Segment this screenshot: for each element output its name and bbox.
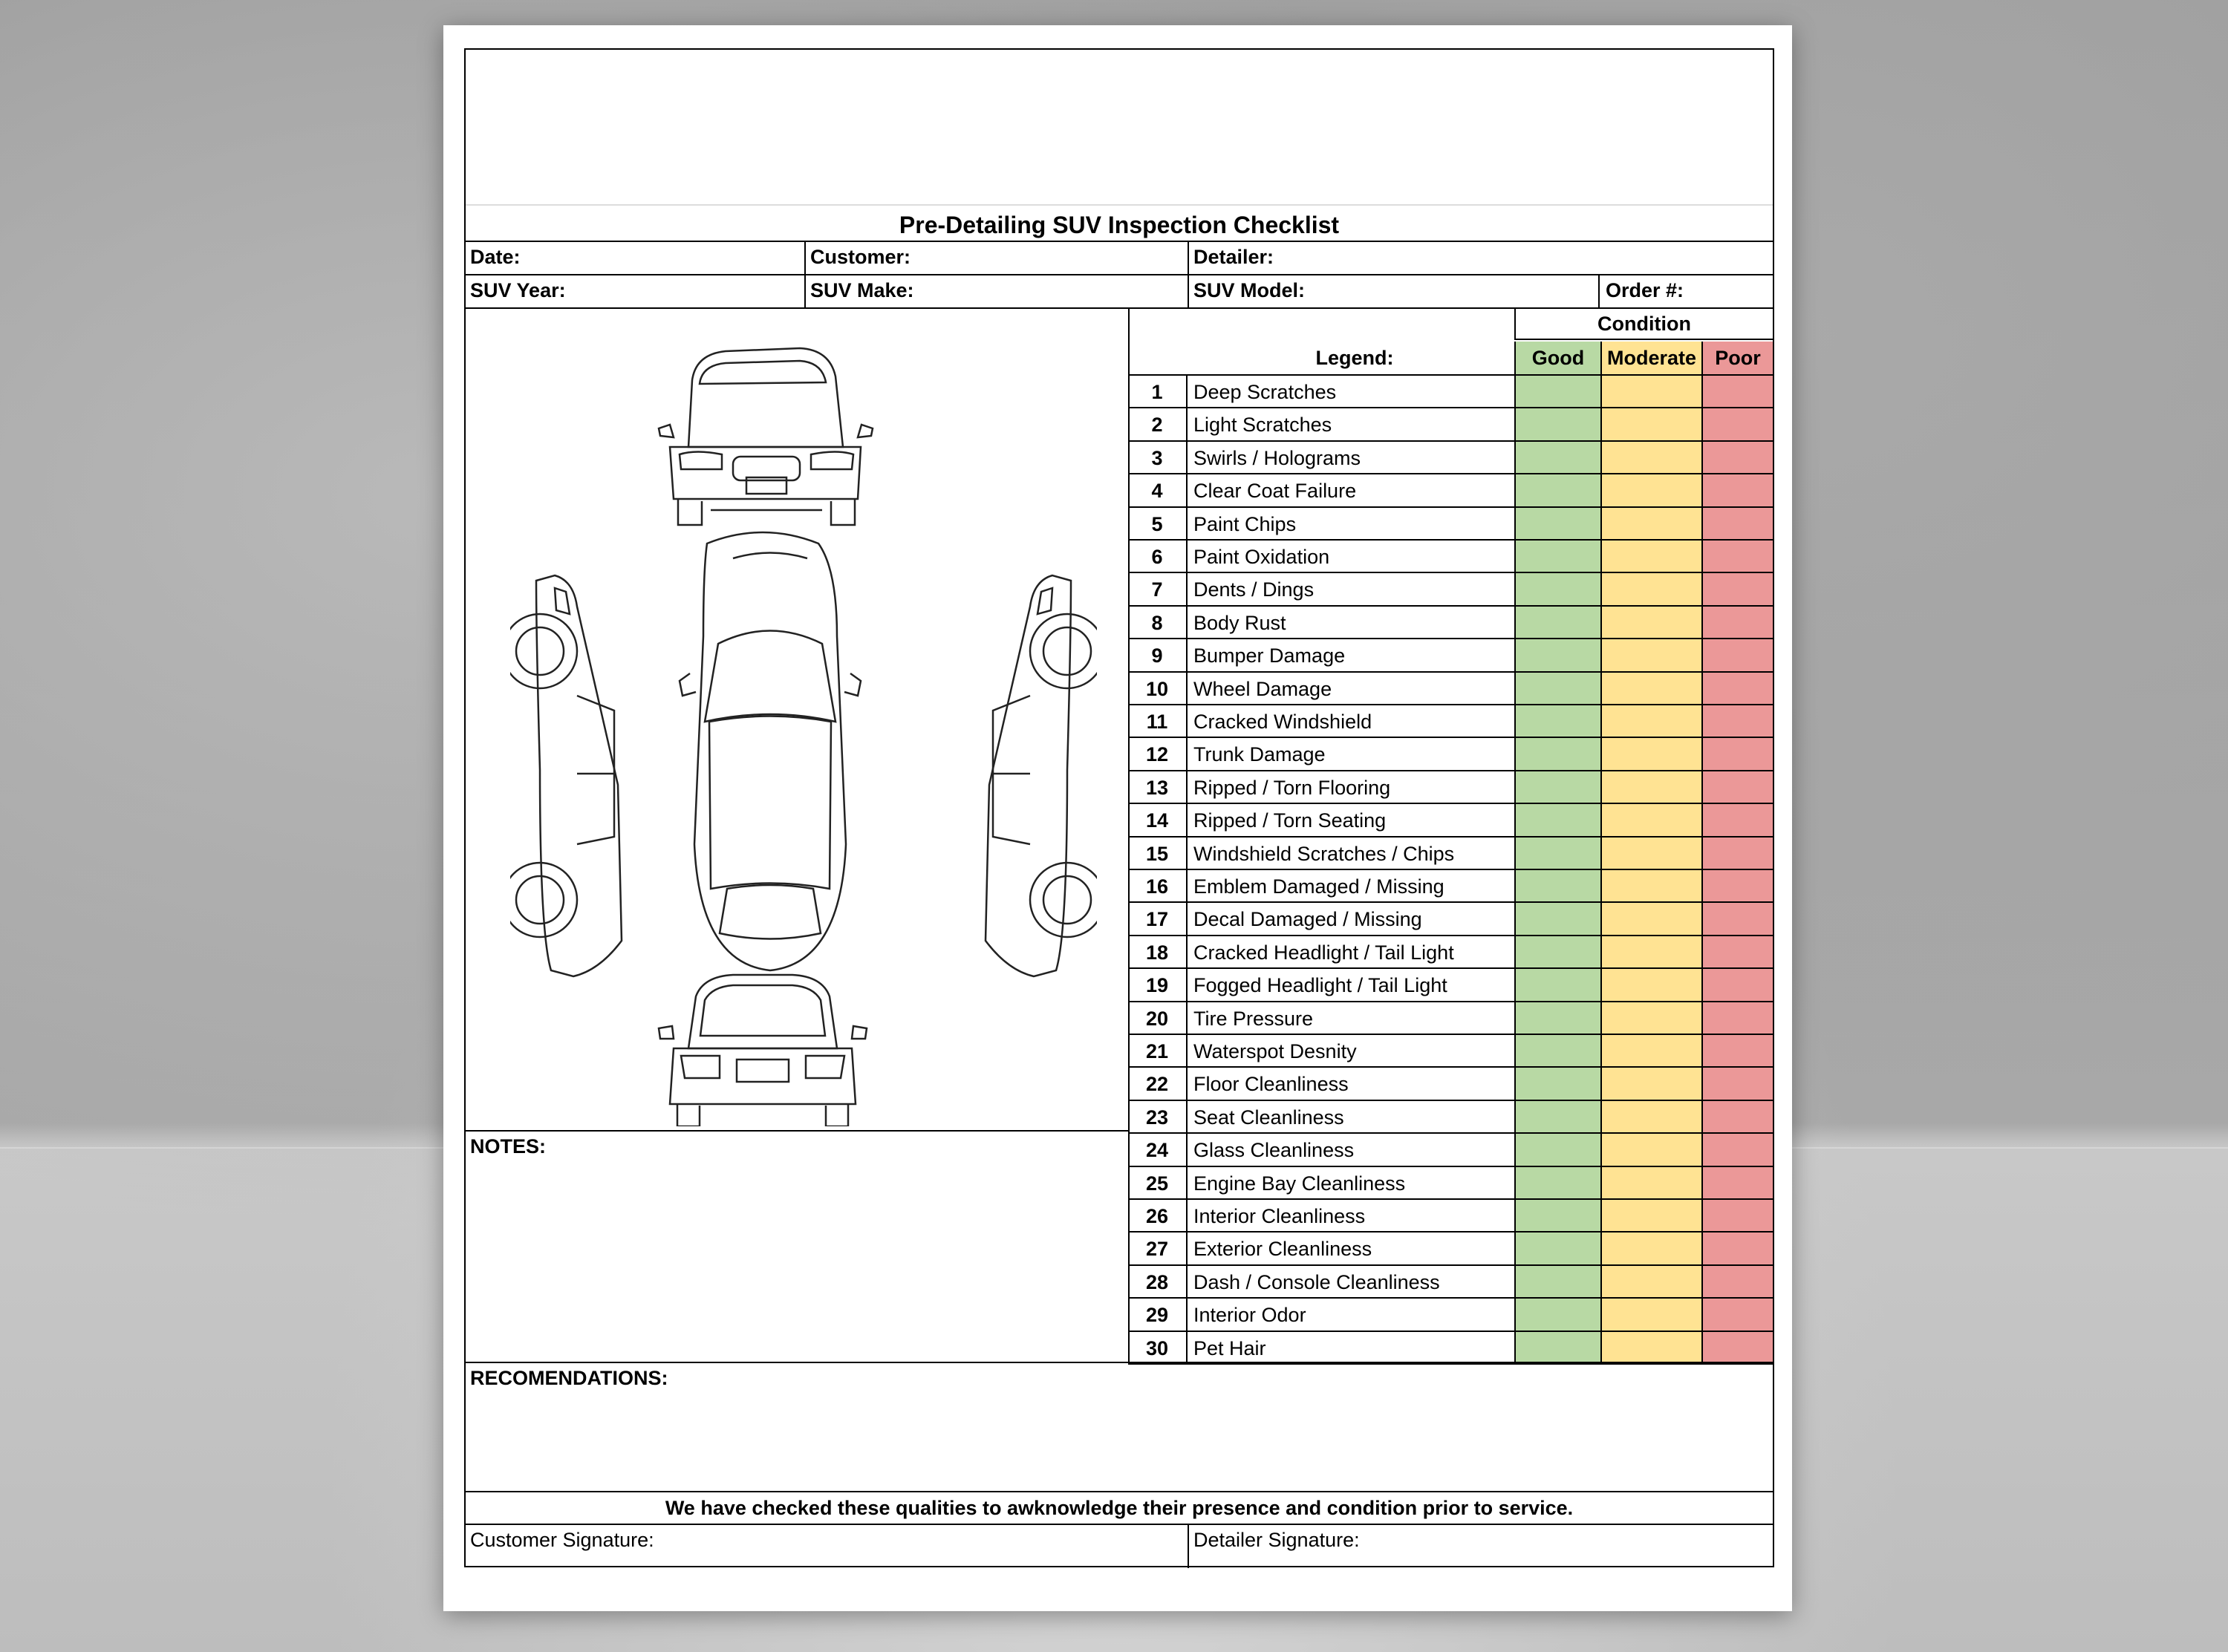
table-row (1128, 639, 1773, 672)
table-row (1128, 936, 1773, 969)
poor-checkbox[interactable] (1701, 474, 1773, 507)
good-checkbox[interactable] (1514, 738, 1600, 771)
good-checkbox[interactable] (1514, 474, 1600, 507)
poor-checkbox[interactable] (1701, 376, 1773, 408)
moderate-checkbox[interactable] (1600, 673, 1701, 705)
moderate-checkbox[interactable] (1600, 1299, 1701, 1331)
condition-header: Condition (1514, 307, 1773, 340)
item-number: 27 (1128, 1233, 1188, 1265)
poor-checkbox[interactable] (1701, 1035, 1773, 1068)
poor-checkbox[interactable] (1701, 903, 1773, 936)
item-number: 26 (1128, 1200, 1188, 1233)
poor-checkbox[interactable] (1701, 442, 1773, 474)
suv-make-field[interactable] (941, 275, 1186, 305)
table-row (1128, 474, 1773, 507)
checklist-paper (443, 25, 1792, 1611)
poor-checkbox[interactable] (1701, 1002, 1773, 1035)
moderate-checkbox[interactable] (1600, 771, 1701, 804)
item-label: Swirls / Holograms (1193, 446, 1361, 469)
car-top-view (680, 532, 861, 970)
moderate-checkbox[interactable] (1600, 408, 1701, 441)
table-row (1128, 673, 1773, 705)
poor-checkbox[interactable] (1701, 1200, 1773, 1233)
checklist-form (464, 48, 1774, 1567)
moderate-checkbox[interactable] (1600, 607, 1701, 639)
poor-checkbox[interactable] (1701, 969, 1773, 1002)
table-row (1128, 508, 1773, 541)
item-label: Clear Coat Failure (1193, 480, 1357, 503)
moderate-checkbox[interactable] (1600, 1068, 1701, 1100)
poor-checkbox[interactable] (1701, 573, 1773, 606)
item-number: 16 (1128, 870, 1188, 903)
detailer-label: Detailer: (1193, 246, 1274, 268)
suv-model-field[interactable] (1305, 275, 1595, 305)
good-checkbox[interactable] (1514, 1233, 1600, 1265)
table-row (1128, 738, 1773, 771)
moderate-checkbox[interactable] (1600, 870, 1701, 903)
poor-checkbox[interactable] (1701, 1167, 1773, 1200)
table-row (1128, 1233, 1773, 1265)
good-checkbox[interactable] (1514, 442, 1600, 474)
detailer-signature-field[interactable] (1383, 1526, 1769, 1566)
customer-signature-label: Customer Signature: (470, 1529, 654, 1551)
car-left-side-view (510, 575, 622, 976)
moderate-checkbox[interactable] (1600, 1332, 1701, 1365)
poor-checkbox[interactable] (1701, 1299, 1773, 1331)
divider (466, 1362, 1773, 1363)
item-number: 5 (1128, 508, 1188, 541)
moderate-checkbox[interactable] (1600, 639, 1701, 672)
table-row (1128, 771, 1773, 804)
item-label: Dents / Dings (1193, 578, 1315, 601)
suv-year-label: SUV Year: (470, 279, 566, 301)
good-checkbox[interactable] (1514, 1332, 1600, 1365)
recommendations-field[interactable] (470, 1394, 1768, 1486)
item-number: 29 (1128, 1299, 1188, 1331)
item-label: Paint Chips (1193, 512, 1297, 535)
good-checkbox[interactable] (1514, 607, 1600, 639)
item-label: Light Scratches (1193, 414, 1332, 437)
item-number: 17 (1128, 903, 1188, 936)
item-label: Exterior Cleanliness (1193, 1238, 1372, 1261)
good-checkbox[interactable] (1514, 804, 1600, 837)
poor-checkbox[interactable] (1701, 1233, 1773, 1265)
moderate-checkbox[interactable] (1600, 1233, 1701, 1265)
good-checkbox[interactable] (1514, 936, 1600, 969)
item-number: 18 (1128, 936, 1188, 969)
moderate-checkbox[interactable] (1600, 1035, 1701, 1068)
table-row (1128, 1299, 1773, 1331)
car-right-side-view (986, 575, 1097, 976)
table-row (1128, 804, 1773, 837)
good-checkbox[interactable] (1514, 1068, 1600, 1100)
notes-field[interactable] (470, 1163, 1124, 1356)
item-number: 22 (1128, 1068, 1188, 1100)
detailer-field[interactable] (1297, 243, 1765, 272)
item-label: Dash / Console Cleanliness (1193, 1270, 1440, 1293)
moderate-checkbox[interactable] (1600, 541, 1701, 573)
table-row (1128, 607, 1773, 639)
item-number: 15 (1128, 838, 1188, 870)
item-number: 7 (1128, 573, 1188, 606)
item-number: 1 (1128, 376, 1188, 408)
poor-checkbox[interactable] (1701, 508, 1773, 541)
divider (1188, 1524, 1189, 1568)
item-label: Windshield Scratches / Chips (1193, 842, 1455, 865)
poor-header: Poor (1701, 342, 1773, 374)
item-number: 11 (1128, 705, 1188, 738)
item-label: Interior Odor (1193, 1304, 1306, 1327)
poor-checkbox[interactable] (1701, 1332, 1773, 1365)
table-row (1128, 573, 1773, 606)
item-number: 2 (1128, 408, 1188, 441)
poor-checkbox[interactable] (1701, 1101, 1773, 1134)
item-label: Deep Scratches (1193, 381, 1337, 403)
legend-header: Legend: (1315, 347, 1394, 369)
item-label: Paint Oxidation (1193, 546, 1330, 568)
suv-model-label: SUV Model: (1193, 279, 1306, 301)
item-label: Glass Cleanliness (1193, 1139, 1355, 1162)
date-field[interactable] (577, 243, 800, 272)
item-number: 8 (1128, 607, 1188, 639)
good-checkbox[interactable] (1514, 1167, 1600, 1200)
poor-checkbox[interactable] (1701, 870, 1773, 903)
divider (1598, 274, 1600, 307)
table-row (1128, 541, 1773, 573)
item-number: 20 (1128, 1002, 1188, 1035)
poor-checkbox[interactable] (1701, 541, 1773, 573)
moderate-checkbox[interactable] (1600, 705, 1701, 738)
table-row (1128, 1134, 1773, 1166)
item-label: Decal Damaged / Missing (1193, 908, 1422, 931)
table-row (1128, 1035, 1773, 1068)
moderate-checkbox[interactable] (1600, 1200, 1701, 1233)
poor-checkbox[interactable] (1701, 838, 1773, 870)
item-label: Wheel Damage (1193, 677, 1332, 700)
table-row (1128, 903, 1773, 936)
item-label: Emblem Damaged / Missing (1193, 875, 1444, 898)
good-checkbox[interactable] (1514, 903, 1600, 936)
poor-checkbox[interactable] (1701, 639, 1773, 672)
table-row (1128, 969, 1773, 1002)
good-checkbox[interactable] (1514, 870, 1600, 903)
poor-checkbox[interactable] (1701, 936, 1773, 969)
item-number: 30 (1128, 1332, 1188, 1365)
item-label: Interior Cleanliness (1193, 1205, 1366, 1227)
moderate-checkbox[interactable] (1600, 474, 1701, 507)
divider (466, 1130, 1128, 1132)
item-label: Cracked Headlight / Tail Light (1193, 941, 1454, 964)
good-header: Good (1514, 342, 1600, 374)
good-checkbox[interactable] (1514, 1299, 1600, 1331)
moderate-checkbox[interactable] (1600, 969, 1701, 1002)
moderate-checkbox[interactable] (1600, 1266, 1701, 1299)
item-label: Body Rust (1193, 611, 1286, 634)
good-checkbox[interactable] (1514, 771, 1600, 804)
table-row (1128, 705, 1773, 738)
vehicle-diagram (510, 324, 1097, 1126)
item-number: 12 (1128, 738, 1188, 771)
divider (466, 1491, 1773, 1492)
table-row (1128, 1002, 1773, 1035)
item-number: 25 (1128, 1167, 1188, 1200)
order-label: Order #: (1606, 279, 1684, 301)
poor-checkbox[interactable] (1701, 705, 1773, 738)
table-row (1128, 1266, 1773, 1299)
divider (466, 1524, 1773, 1525)
customer-label: Customer: (810, 246, 911, 268)
good-checkbox[interactable] (1514, 376, 1600, 408)
poor-checkbox[interactable] (1701, 408, 1773, 441)
date-label: Date: (470, 246, 521, 268)
poor-checkbox[interactable] (1701, 1068, 1773, 1100)
item-label: Tire Pressure (1193, 1007, 1314, 1030)
customer-field[interactable] (941, 243, 1186, 272)
poor-checkbox[interactable] (1701, 673, 1773, 705)
table-row (1128, 1101, 1773, 1134)
order-field[interactable] (1691, 275, 1769, 305)
table-row (1128, 408, 1773, 441)
moderate-checkbox[interactable] (1600, 838, 1701, 870)
poor-checkbox[interactable] (1701, 804, 1773, 837)
poor-checkbox[interactable] (1701, 1266, 1773, 1299)
table-row (1128, 376, 1773, 408)
checklist-table (1128, 307, 1773, 1362)
detailer-signature-label: Detailer Signature: (1193, 1529, 1360, 1551)
good-checkbox[interactable] (1514, 1002, 1600, 1035)
car-rear-view (659, 975, 867, 1126)
item-label: Trunk Damage (1193, 743, 1326, 766)
poor-checkbox[interactable] (1701, 1134, 1773, 1166)
car-front-view (659, 348, 873, 525)
moderate-header: Moderate (1600, 342, 1701, 374)
table-row (1128, 442, 1773, 474)
table-row (1128, 1200, 1773, 1233)
item-label: Bumper Damage (1193, 644, 1346, 667)
suv-make-label: SUV Make: (810, 279, 914, 301)
acknowledgement-text: We have checked these qualities to awknowledge their presence and condition prior to service. (665, 1497, 1574, 1519)
table-row (1128, 1332, 1773, 1365)
good-checkbox[interactable] (1514, 1134, 1600, 1166)
notes-label: NOTES: (470, 1135, 547, 1158)
item-label: Ripped / Torn Flooring (1193, 776, 1391, 799)
moderate-checkbox[interactable] (1600, 1167, 1701, 1200)
item-number: 24 (1128, 1134, 1188, 1166)
good-checkbox[interactable] (1514, 508, 1600, 541)
item-label: Cracked Windshield (1193, 711, 1372, 733)
good-checkbox[interactable] (1514, 969, 1600, 1002)
customer-signature-field[interactable] (651, 1526, 1182, 1566)
item-number: 28 (1128, 1266, 1188, 1299)
moderate-checkbox[interactable] (1600, 804, 1701, 837)
table-row (1128, 1167, 1773, 1200)
table-row (1128, 838, 1773, 870)
moderate-checkbox[interactable] (1600, 903, 1701, 936)
poor-checkbox[interactable] (1701, 607, 1773, 639)
item-number: 19 (1128, 969, 1188, 1002)
poor-checkbox[interactable] (1701, 738, 1773, 771)
item-number: 13 (1128, 771, 1188, 804)
moderate-checkbox[interactable] (1600, 1002, 1701, 1035)
item-number: 14 (1128, 804, 1188, 837)
good-checkbox[interactable] (1514, 1200, 1600, 1233)
item-label: Waterspot Desnity (1193, 1040, 1357, 1062)
item-number: 3 (1128, 442, 1188, 474)
good-checkbox[interactable] (1514, 573, 1600, 606)
item-label: Seat Cleanliness (1193, 1106, 1344, 1129)
item-label: Ripped / Torn Seating (1193, 809, 1387, 832)
header-divider (466, 204, 1773, 206)
good-checkbox[interactable] (1514, 705, 1600, 738)
item-number: 21 (1128, 1035, 1188, 1068)
good-checkbox[interactable] (1514, 1266, 1600, 1299)
item-number: 10 (1128, 673, 1188, 705)
good-checkbox[interactable] (1514, 408, 1600, 441)
moderate-checkbox[interactable] (1600, 442, 1701, 474)
item-label: Fogged Headlight / Tail Light (1193, 974, 1447, 997)
moderate-checkbox[interactable] (1600, 738, 1701, 771)
divider (1128, 1363, 1773, 1365)
divider (466, 241, 1773, 242)
suv-year-field[interactable] (577, 275, 800, 305)
item-label: Engine Bay Cleanliness (1193, 1172, 1406, 1195)
moderate-checkbox[interactable] (1600, 573, 1701, 606)
moderate-checkbox[interactable] (1600, 376, 1701, 408)
moderate-checkbox[interactable] (1600, 936, 1701, 969)
good-checkbox[interactable] (1514, 673, 1600, 705)
good-checkbox[interactable] (1514, 639, 1600, 672)
item-number: 9 (1128, 639, 1188, 672)
good-checkbox[interactable] (1514, 541, 1600, 573)
moderate-checkbox[interactable] (1600, 1134, 1701, 1166)
good-checkbox[interactable] (1514, 838, 1600, 870)
table-row (1128, 1068, 1773, 1100)
item-number: 4 (1128, 474, 1188, 507)
item-number: 6 (1128, 541, 1188, 573)
moderate-checkbox[interactable] (1600, 508, 1701, 541)
form-title: Pre-Detailing SUV Inspection Checklist (899, 212, 1340, 238)
moderate-checkbox[interactable] (1600, 1101, 1701, 1134)
item-label: Pet Hair (1193, 1336, 1266, 1359)
item-label: Floor Cleanliness (1193, 1073, 1349, 1096)
item-number: 23 (1128, 1101, 1188, 1134)
table-row (1128, 870, 1773, 903)
recommendations-label: RECOMENDATIONS: (470, 1367, 668, 1389)
poor-checkbox[interactable] (1701, 771, 1773, 804)
good-checkbox[interactable] (1514, 1035, 1600, 1068)
good-checkbox[interactable] (1514, 1101, 1600, 1134)
